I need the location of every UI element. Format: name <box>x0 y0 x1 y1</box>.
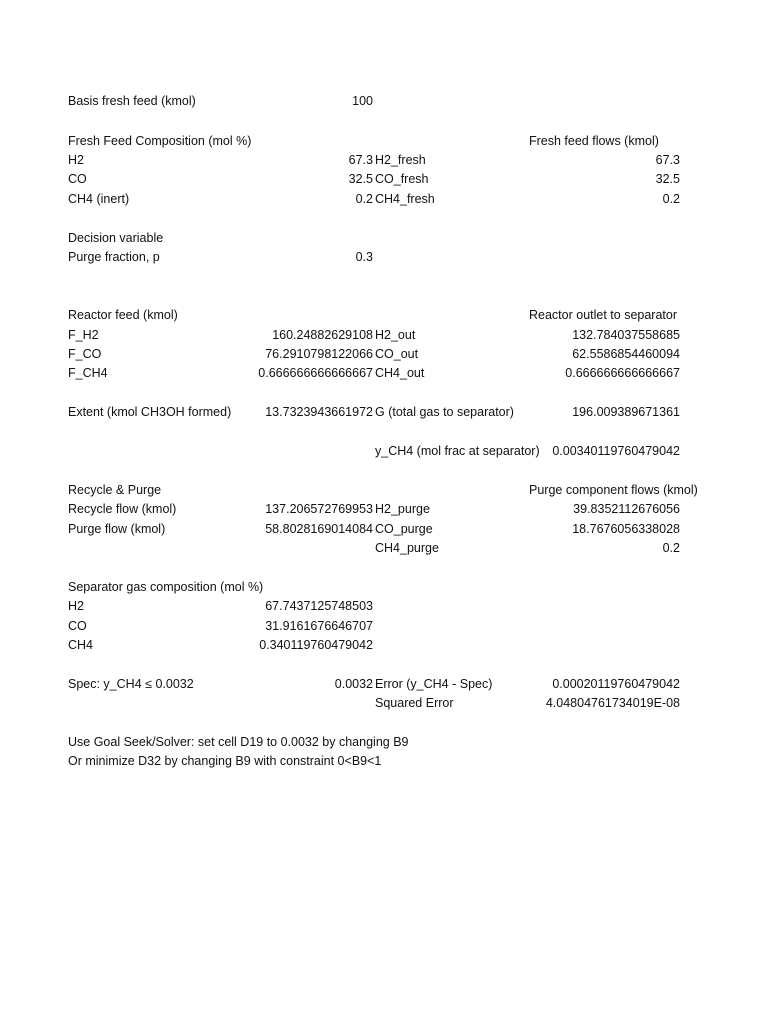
row-recycle-header <box>0 481 768 500</box>
fresh-ch4-flow-label[interactable]: CH4_fresh <box>375 192 435 206</box>
row-reactor-header <box>0 306 768 325</box>
fresh-co-label[interactable]: CO <box>68 172 87 186</box>
row-ych4 <box>0 442 768 461</box>
reactor-ch4out-label[interactable]: CH4_out <box>375 366 425 380</box>
note-minimize[interactable]: Or minimize D32 by changing B9 with constraint 0<B9<1 <box>68 754 382 768</box>
row-squared-error <box>0 694 768 713</box>
spec-value[interactable]: 0.0032 <box>334 677 373 691</box>
sep-ch4-value[interactable]: 0.340119760479042 <box>259 638 373 652</box>
purge-flow-value[interactable]: 58.8028169014084 <box>265 522 373 536</box>
fresh-h2-flow-label[interactable]: H2_fresh <box>375 153 426 167</box>
extent-value[interactable]: 13.7323943661972 <box>265 405 373 419</box>
row-note-1 <box>0 733 768 752</box>
table-row <box>0 170 768 189</box>
reactor-feed-header[interactable]: Reactor feed (kmol) <box>68 308 178 322</box>
reactor-outlet-header[interactable]: Reactor outlet to separator <box>529 308 677 322</box>
purge-fraction-value[interactable]: 0.3 <box>355 250 373 264</box>
reactor-fco-label[interactable]: F_CO <box>68 347 102 361</box>
row-note-2 <box>0 752 768 771</box>
table-row <box>0 617 768 636</box>
table-row <box>0 151 768 170</box>
row-decision-header <box>0 229 768 248</box>
table-row <box>0 520 768 539</box>
fresh-ch4-flow-value[interactable]: 0.2 <box>662 192 680 206</box>
recycle-header[interactable]: Recycle & Purge <box>68 483 162 497</box>
table-row <box>0 326 768 345</box>
reactor-fh2-value[interactable]: 160.24882629108 <box>272 328 373 342</box>
h2-purge-label[interactable]: H2_purge <box>375 502 430 516</box>
sep-h2-label[interactable]: H2 <box>68 599 84 613</box>
row-fresh-header <box>0 132 768 151</box>
squared-error-value[interactable]: 4.04804761734019E-08 <box>545 696 680 710</box>
error-label[interactable]: Error (y_CH4 - Spec) <box>375 677 493 691</box>
reactor-ch4out-value[interactable]: 0.666666666666667 <box>565 366 680 380</box>
fresh-co-flow-value[interactable]: 32.5 <box>655 172 680 186</box>
ych4-value[interactable]: 0.00340119760479042 <box>552 444 680 458</box>
table-row <box>0 636 768 655</box>
table-row <box>0 190 768 209</box>
row-basis <box>0 92 768 111</box>
reactor-coout-label[interactable]: CO_out <box>375 347 419 361</box>
table-row <box>0 500 768 519</box>
spec-label[interactable]: Spec: y_CH4 ≤ 0.0032 <box>68 677 194 691</box>
reactor-fch4-value[interactable]: 0.666666666666667 <box>258 366 373 380</box>
reactor-fco-value[interactable]: 76.2910798122066 <box>265 347 373 361</box>
fresh-h2-flow-value[interactable]: 67.3 <box>655 153 680 167</box>
purge-flow-label[interactable]: Purge flow (kmol) <box>68 522 166 536</box>
table-row <box>0 539 768 558</box>
reactor-h2out-label[interactable]: H2_out <box>375 328 416 342</box>
purge-fraction-label[interactable]: Purge fraction, p <box>68 250 160 264</box>
recycle-flow-label[interactable]: Recycle flow (kmol) <box>68 502 177 516</box>
purge-flows-header[interactable]: Purge component flows (kmol) <box>529 483 698 497</box>
sep-header[interactable]: Separator gas composition (mol %) <box>68 580 264 594</box>
reactor-coout-value[interactable]: 62.5586854460094 <box>572 347 680 361</box>
ych4-label[interactable]: y_CH4 (mol frac at separator) <box>375 444 540 458</box>
table-row <box>0 345 768 364</box>
reactor-fh2-label[interactable]: F_H2 <box>68 328 99 342</box>
co-purge-label[interactable]: CO_purge <box>375 522 433 536</box>
reactor-h2out-value[interactable]: 132.784037558685 <box>572 328 680 342</box>
ch4-purge-label[interactable]: CH4_purge <box>375 541 439 555</box>
fresh-h2-value[interactable]: 67.3 <box>348 153 373 167</box>
table-row <box>0 364 768 383</box>
row-sep-header <box>0 578 768 597</box>
table-row <box>0 597 768 616</box>
sep-co-value[interactable]: 31.9161676646707 <box>265 619 373 633</box>
fresh-comp-header[interactable]: Fresh Feed Composition (mol %) <box>68 134 252 148</box>
fresh-h2-label[interactable]: H2 <box>68 153 84 167</box>
decision-header[interactable]: Decision variable <box>68 231 164 245</box>
recycle-flow-value[interactable]: 137.206572769953 <box>265 502 373 516</box>
sep-co-label[interactable]: CO <box>68 619 87 633</box>
fresh-flows-header[interactable]: Fresh feed flows (kmol) <box>529 134 659 148</box>
total-gas-value[interactable]: 196.009389671361 <box>572 405 680 419</box>
squared-error-label[interactable]: Squared Error <box>375 696 454 710</box>
ch4-purge-value[interactable]: 0.2 <box>662 541 680 555</box>
extent-label[interactable]: Extent (kmol CH3OH formed) <box>68 405 232 419</box>
error-value[interactable]: 0.00020119760479042 <box>552 677 680 691</box>
basis-value[interactable]: 100 <box>352 94 373 108</box>
row-purge-fraction <box>0 248 768 267</box>
fresh-co-flow-label[interactable]: CO_fresh <box>375 172 429 186</box>
basis-label[interactable]: Basis fresh feed (kmol) <box>68 94 196 108</box>
fresh-co-value[interactable]: 32.5 <box>348 172 373 186</box>
sep-ch4-label[interactable]: CH4 <box>68 638 94 652</box>
fresh-ch4-label[interactable]: CH4 (inert) <box>68 192 130 206</box>
reactor-fch4-label[interactable]: F_CH4 <box>68 366 108 380</box>
row-extent <box>0 403 768 422</box>
fresh-ch4-value[interactable]: 0.2 <box>355 192 373 206</box>
h2-purge-value[interactable]: 39.8352112676056 <box>573 502 680 516</box>
note-goal-seek[interactable]: Use Goal Seek/Solver: set cell D19 to 0.0032 by changing B9 <box>68 735 409 749</box>
row-spec <box>0 675 768 694</box>
total-gas-label[interactable]: G (total gas to separator) <box>375 405 514 419</box>
co-purge-value[interactable]: 18.7676056338028 <box>572 522 680 536</box>
sep-h2-value[interactable]: 67.7437125748503 <box>265 599 373 613</box>
